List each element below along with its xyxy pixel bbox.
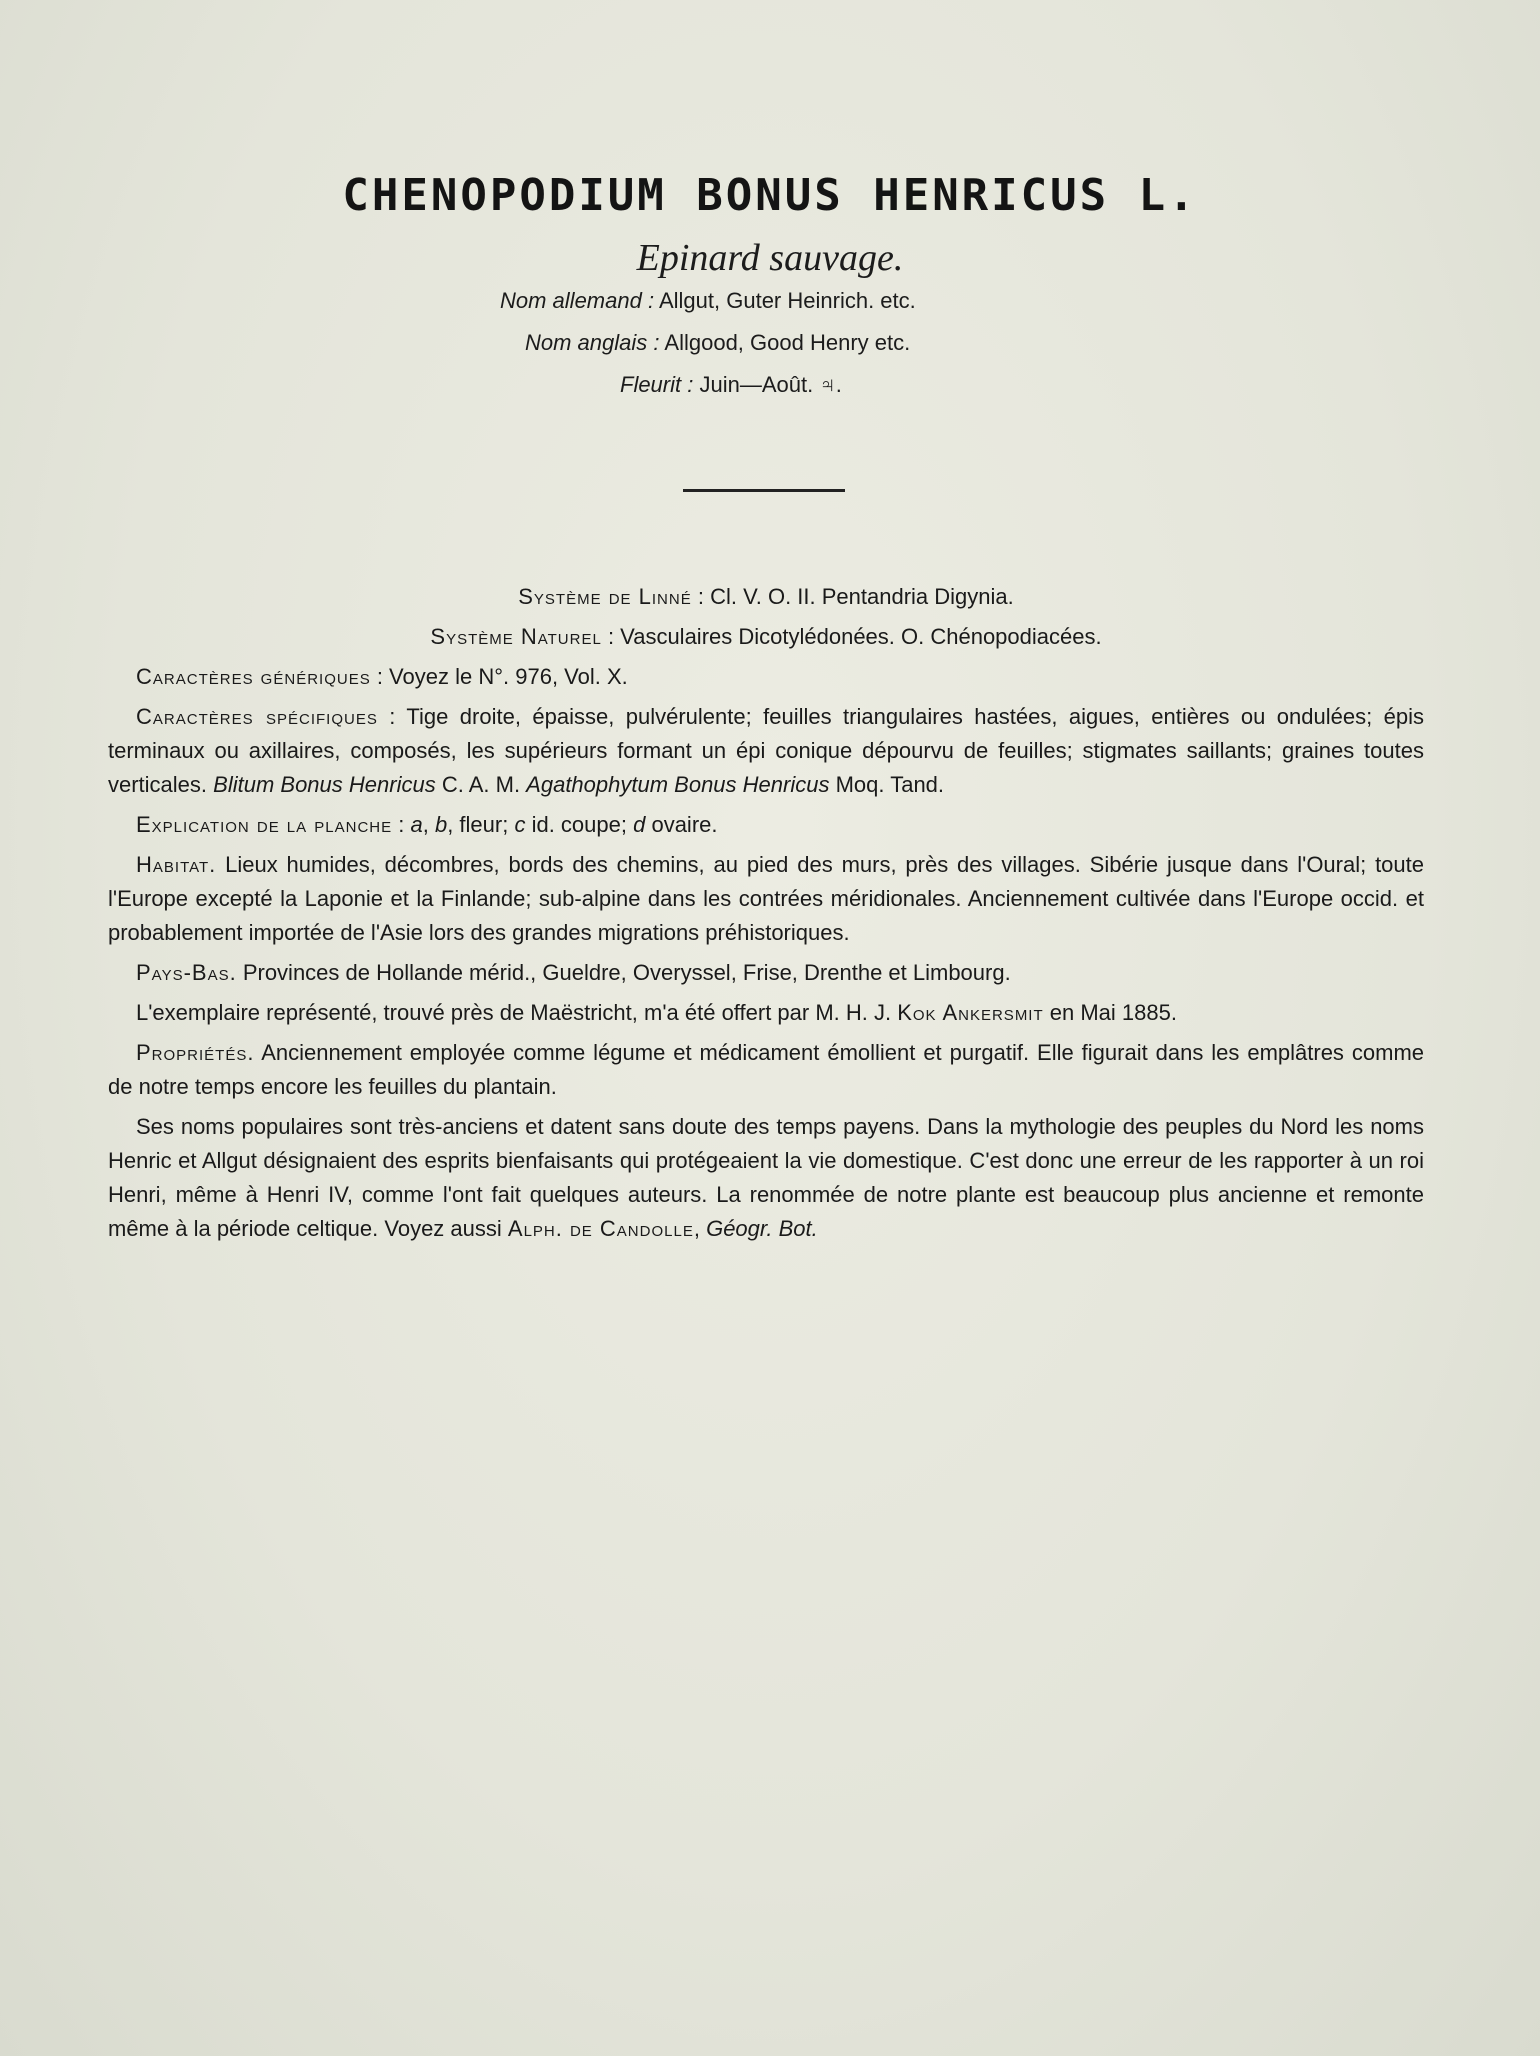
page-title: CHENOPODIUM BONUS HENRICUS L. — [342, 170, 1198, 221]
reference-author: Alph. de Candolle — [507, 1216, 694, 1241]
specimen-donor: Kok Ankersmit — [897, 1000, 1044, 1025]
specific-characters-text: : Tige droite, épaisse, pulvérulente; feuilles triangulaires hastées, aigues, entières ou ondulées; épis terminaux ou axillaires, composés, les supérieurs formant un épi conique dépourvu de feuilles; stigmates saillants; graines toutes verticales. — [108, 704, 1425, 797]
reference-comma: , — [693, 1216, 707, 1241]
flowering-line — [620, 372, 842, 398]
synonym-blitum-author: C. A. M. — [435, 772, 527, 797]
german-name-label: Nom allemand : — [500, 288, 655, 313]
plate-explanation-label: Explication de la planche — [136, 812, 393, 837]
english-name-line — [525, 330, 910, 356]
plate-letter-c: c — [514, 812, 526, 837]
pays-bas-text: Provinces de Hollande mérid., Gueldre, Overyssel, Frise, Drenthe et Limbourg. — [236, 960, 1011, 985]
plate-explanation-sep: : — [392, 812, 411, 837]
german-name-line — [500, 288, 916, 314]
plate-letter-d: d — [633, 812, 646, 837]
plate-fleur: , fleur; — [447, 812, 515, 837]
specimen-tail: en Mai 1885. — [1043, 1000, 1177, 1025]
pays-bas-label: Pays-Bas. — [136, 960, 237, 985]
specimen-note — [108, 996, 1424, 1030]
popular-names — [108, 1110, 1424, 1246]
habitat-label: Habitat. — [136, 852, 217, 877]
plate-explanation: Explication de la planche : a, b, fleur; c id. coupe; d ovaire. — [136, 812, 718, 837]
synonym-agathophytum: Agathophytum Bonus Henricus — [526, 772, 830, 797]
divider-rule — [683, 489, 845, 492]
pays-bas — [108, 956, 1424, 990]
linnaean-system-label: Système de Linné — [518, 584, 692, 609]
generic-characters-text: : Voyez le N°. 976, Vol. X. — [370, 664, 628, 689]
synonym-blitum: Blitum Bonus Henricus — [213, 772, 436, 797]
habitat — [108, 848, 1424, 950]
flowering-value: Juin—Août. ♃. — [693, 372, 842, 397]
generic-characters — [108, 660, 1424, 694]
specific-characters-label: Caractères spécifiques — [136, 704, 378, 729]
page-subtitle: Epinard sauvage. — [636, 237, 904, 279]
linnaean-system — [108, 580, 1424, 614]
flowering-label: Fleurit : — [620, 372, 694, 397]
properties-text: Anciennement employée comme légume et médicament émollient et purgatif. Elle figurait dans les emplâtres comme de notre temps encore les feuilles du plantain. — [108, 1040, 1424, 1099]
generic-characters-label: Caractères génériques — [136, 664, 371, 689]
popular-names-text: Ses noms populaires sont très-anciens et datent sans doute des temps payens. Dans la mythologie des peuples du Nord les noms Henric et Allgut désignaient des esprits bienfaisants qui protégeaient la vie domestique. C'est donc une erreur de les rapporter à un roi Henri, même à Henri IV, comme l'ont fait quelques auteurs. La renommée de notre plante est beaucoup plus ancienne et remonte même à la période celtique. Voyez aussi — [108, 1114, 1424, 1241]
habitat-text: Lieux humides, décombres, bords des chemins, au pied des murs, près des villages. Sibérie jusque dans l'Oural; toute l'Europe excepté la Laponie et la Finlande; sub-alpine dans les contrées méridionales. Anciennement cultivée dans l'Europe occid. et probablement importée de l'Asie lors des grandes migrations préhistoriques. — [108, 852, 1424, 945]
english-name-value: Allgood, Good Henry etc. — [659, 330, 911, 355]
german-name-value: Allgut, Guter Heinrich. etc. — [654, 288, 916, 313]
natural-system-label: Système Naturel — [430, 624, 602, 649]
description-body — [108, 580, 1424, 1252]
plate-ovaire: ovaire. — [645, 812, 718, 837]
properties-label: Propriétés. — [136, 1040, 255, 1065]
english-name-label: Nom anglais : — [525, 330, 660, 355]
natural-system — [108, 620, 1424, 654]
linnaean-system-text: : Cl. V. O. II. Pentandria Digynia. — [691, 584, 1014, 609]
plate-letter-a: a — [410, 812, 423, 837]
plate-coupe: id. coupe; — [525, 812, 634, 837]
synonym-agathophytum-author: Moq. Tand. — [829, 772, 945, 797]
plate-letter-b: b — [434, 812, 448, 837]
specific-characters — [108, 700, 1424, 802]
reference-work: Géogr. Bot. — [706, 1216, 818, 1241]
specimen-text: L'exemplaire représenté, trouvé près de Maëstricht, m'a été offert par M. H. J. — [136, 1000, 898, 1025]
properties — [108, 1036, 1424, 1104]
natural-system-text: : Vasculaires Dicotylédonées. O. Chénopodiacées. — [601, 624, 1102, 649]
